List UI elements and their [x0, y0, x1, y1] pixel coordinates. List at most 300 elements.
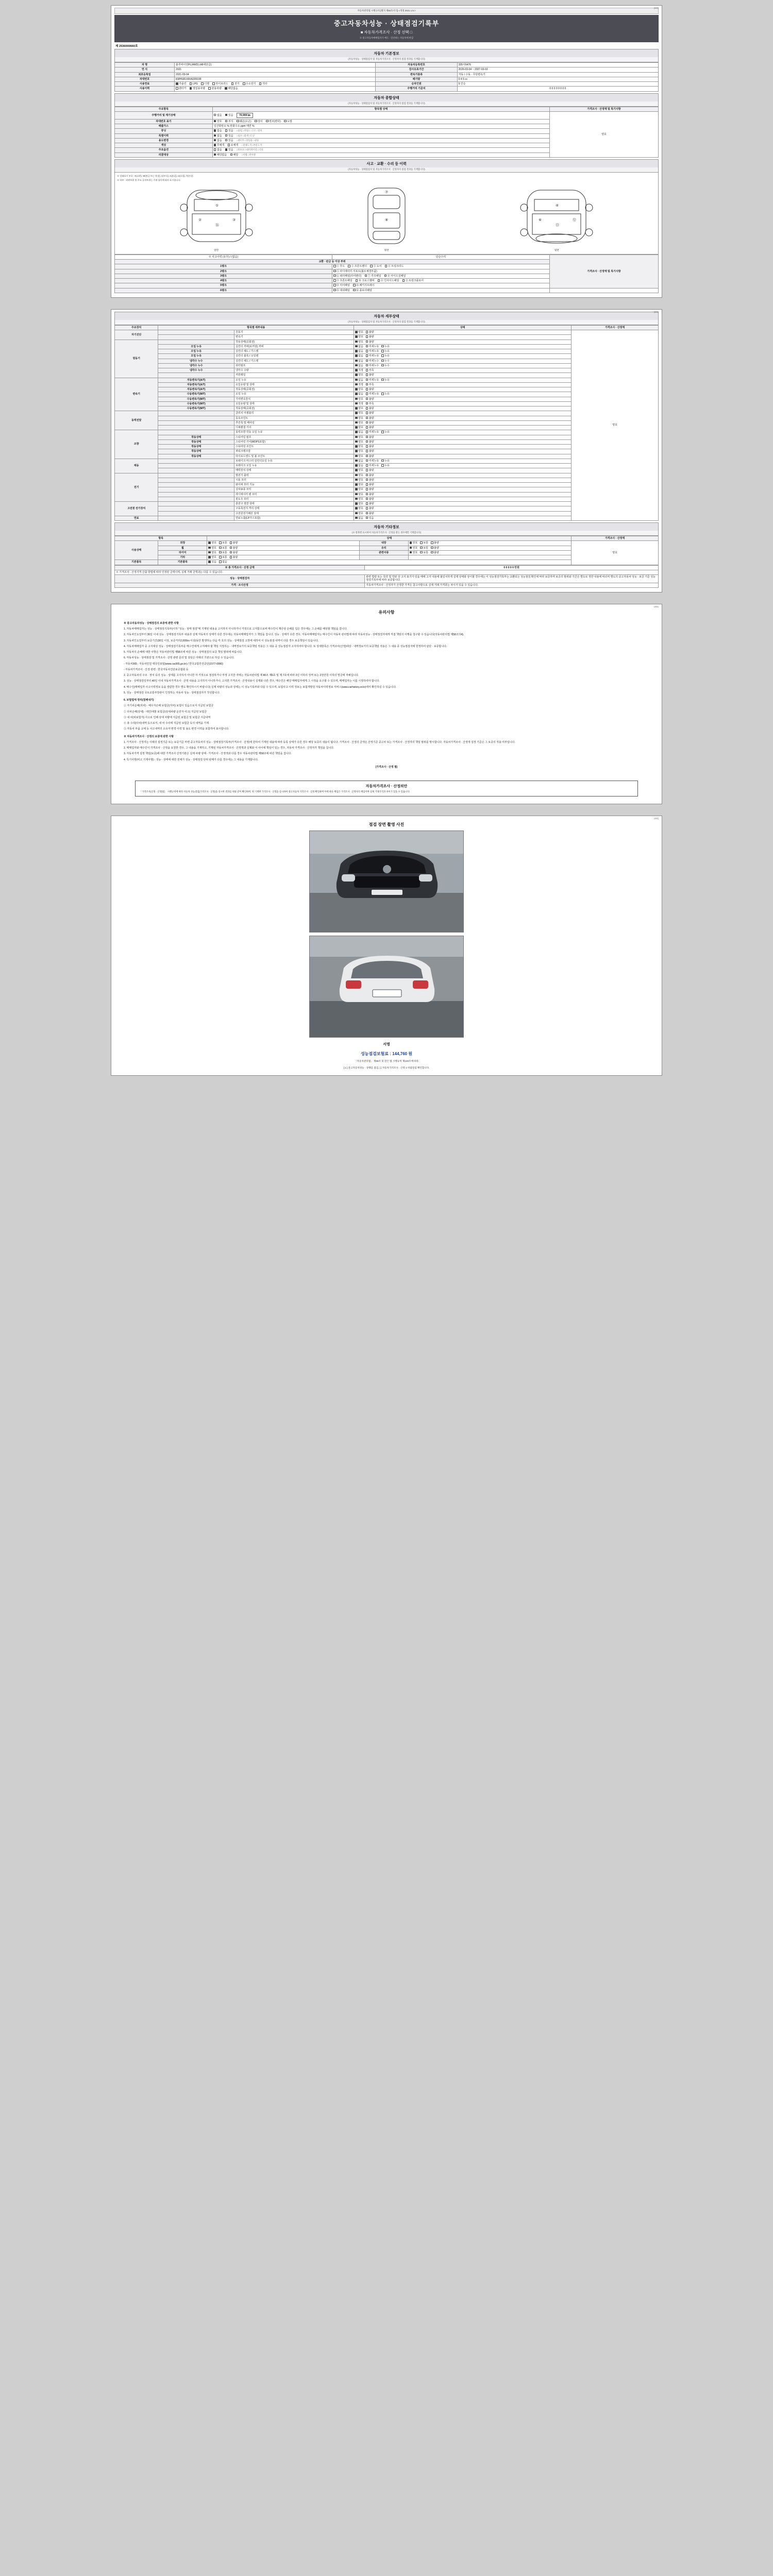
svg-text:⑦: ⑦: [384, 190, 389, 194]
basic-label: 연 식: [115, 67, 175, 72]
detail-option[interactable]: 불량: [366, 331, 374, 334]
etc-option[interactable]: 보통: [219, 551, 227, 554]
detail-option[interactable]: 누유: [381, 464, 390, 467]
opt-yes[interactable]: 있음: [225, 114, 233, 117]
detail-option[interactable]: 미세누유: [366, 460, 379, 463]
section-etc-title: 자동차 기타정보: [114, 522, 659, 531]
opt-none[interactable]: 없음: [214, 134, 222, 138]
detail-option[interactable]: 불량: [366, 374, 374, 377]
option-hybrid[interactable]: 하이브리드: [212, 82, 228, 86]
detail-option[interactable]: 양호: [355, 488, 363, 491]
opt-yes[interactable]: 있음: [225, 134, 233, 138]
rank-items: [332, 274, 550, 278]
fuel-options: [175, 82, 376, 87]
detail-item-options: [354, 449, 572, 454]
rank-items: [332, 269, 550, 274]
sheet-4: [111, 816, 662, 1076]
rank-items: [332, 283, 550, 288]
detail-option[interactable]: 불량: [366, 512, 374, 515]
opt-modified[interactable]: 변조(변타): [266, 120, 281, 123]
basic-label: 차대번호: [115, 77, 175, 81]
detail-option[interactable]: 불량: [366, 436, 374, 439]
etc-option[interactable]: 불량: [230, 551, 238, 554]
frame-item[interactable]: ⑤ 라디에이터 서포트(볼트체결부품): [333, 270, 377, 273]
detail-option[interactable]: 누유: [381, 354, 390, 358]
opt-damage[interactable]: 훼손(오손): [237, 120, 251, 123]
detail-option[interactable]: 없음: [355, 517, 363, 520]
detail-option[interactable]: 불량: [366, 388, 374, 391]
detail-option[interactable]: 양호: [355, 483, 363, 486]
notice-paragraph: ② 타차손해(상대) · 대인/대물 보험금(상대차량 운전자 사고) 지급된 보험금: [124, 710, 207, 714]
table-row: [115, 583, 659, 587]
detail-option[interactable]: 불량: [366, 479, 374, 482]
car-top-svg: [356, 185, 417, 247]
etc-option[interactable]: 보통: [420, 547, 428, 550]
option-etc[interactable]: 기타: [259, 82, 267, 86]
detail-option[interactable]: 누수: [381, 364, 390, 367]
detail-option[interactable]: 누유: [381, 379, 390, 382]
col-main-device: 주요장치: [115, 325, 158, 330]
etc-item-label: 타이어: [158, 550, 207, 555]
detail-option[interactable]: 양호: [355, 474, 363, 477]
detail-option[interactable]: 없음: [355, 364, 363, 367]
notice-heading: 6. 보험법에 정리(침해내기): [124, 699, 154, 702]
option-gasoline[interactable]: 가솔린: [176, 82, 187, 86]
frame-item[interactable]: ⑯ 플로어패널: [353, 289, 372, 292]
detail-subgroup-label: 수동변속기(M/T): [158, 392, 234, 397]
detail-item-options: [354, 354, 572, 359]
opt-none[interactable]: 없음: [214, 129, 222, 132]
detail-subgroup-label: 냉각수 누수: [158, 359, 234, 363]
table-row: [115, 87, 659, 91]
etc-option[interactable]: 불량: [431, 541, 439, 545]
detail-option[interactable]: 미세누유: [366, 431, 379, 434]
table-row: [115, 255, 659, 259]
form-legal-header: 자동차관리법 시행규칙 [별지 제82호서식] <개정 2021.1.5.>: [114, 8, 659, 14]
option-none[interactable]: 해당없음: [225, 87, 238, 90]
detail-subgroup-label: [158, 426, 234, 430]
option-electric[interactable]: 전기: [231, 82, 240, 86]
frame-item[interactable]: ⑬ 리어패널: [333, 284, 350, 287]
detail-option[interactable]: 적정: [355, 402, 363, 405]
passenger-value: 5 인승: [457, 82, 658, 87]
detail-option[interactable]: 양호: [355, 479, 363, 482]
detail-subgroup-label: [158, 478, 234, 482]
section-basic-title: 자동차 기본정보: [114, 49, 659, 57]
detail-option[interactable]: 없음: [355, 460, 363, 463]
detail-option[interactable]: 없음: [355, 350, 363, 353]
opt-applicable[interactable]: 해당: [230, 154, 239, 157]
fuel-label: 사용연료: [115, 82, 175, 87]
svg-text:②: ②: [198, 218, 201, 222]
detail-option[interactable]: 미세누유: [366, 464, 379, 467]
etc-option[interactable]: 불량: [230, 547, 238, 550]
rank-items: [332, 279, 550, 283]
detail-item-label: 윈도우 모터: [234, 497, 354, 501]
etc-option[interactable]: 불량: [230, 556, 238, 559]
detail-item-label: 오일유량 및 상태: [234, 401, 354, 406]
mileage-standard-label: 주행거리 기준치: [376, 87, 457, 91]
detail-option[interactable]: 누유: [381, 460, 390, 463]
opt-na[interactable]: 해당없음: [214, 154, 227, 157]
passenger-label: 승차인원: [376, 82, 457, 87]
opt-erased[interactable]: 도말: [284, 120, 292, 123]
etc-option[interactable]: 보통: [219, 556, 227, 559]
detail-option[interactable]: 불량: [366, 412, 374, 415]
detail-option[interactable]: 불량: [366, 407, 374, 410]
etc-option[interactable]: 보통: [219, 541, 227, 545]
option-hydrogen[interactable]: 수소전기: [243, 82, 256, 86]
section-basic-subtitle: (자동차성능 · 상태점검자 및 자동차가격조사 · 산정자의 점검 결과를 기재합니다): [114, 57, 659, 62]
etc-item-label-2: 유리: [359, 546, 408, 550]
overall-state-table: [114, 107, 659, 158]
frame-item[interactable]: ⑫ 트렁크플로어: [402, 279, 424, 282]
basic-value: 2026-03-04 ~ 2027-03-03: [457, 67, 658, 72]
etc-option[interactable]: 양호: [410, 541, 418, 545]
notice-paragraph: 4. 특기사항(비고 기재사항) : 성능 · 상태에 대한 전체가 성능 · 상태점검 단위 판매가 다를 경우에는 그 내용을 기재합니다.: [124, 758, 258, 761]
notice-title: 유의사항: [378, 609, 395, 615]
notice-paragraph: 5. 자동차의 손해에 대한 사항은 자동차관리법 제58조에 따른 성능 · 상태점검의 보증 책임 범위에 따릅니다.: [124, 651, 243, 654]
notice-paragraph: 2. 매매업자와 매수인이 가격조사 · 산정을 요청한 경우, 그 내용을 기재하고, 기재된 자동차가격조사 · 산정액과 실제와 이 사이에 책임이 있는 경우, 자동차 가격조사 · 산정자가 책임을 집니다.: [124, 747, 334, 750]
detail-subgroup-label: [158, 464, 234, 468]
detail-option[interactable]: 미세누유: [366, 379, 379, 382]
detail-option[interactable]: 불량: [366, 507, 374, 510]
basic-value: KMHS81X8XA209199: [175, 77, 376, 81]
detail-option[interactable]: 양호: [355, 450, 363, 453]
detail-option[interactable]: 양호: [355, 507, 363, 510]
table-row: [115, 63, 659, 67]
detail-option[interactable]: 불량: [366, 445, 374, 448]
row-state-usechange: [212, 138, 549, 143]
row-label-tuning: 튜닝: [115, 129, 213, 133]
detail-option[interactable]: 미세누수: [366, 364, 379, 367]
etc-item-label: 휠: [158, 546, 207, 550]
detail-option[interactable]: 양호: [355, 436, 363, 439]
detail-option[interactable]: 누유: [381, 393, 390, 396]
etc-option[interactable]: 보통: [420, 541, 428, 545]
etc-item-label: 외장: [158, 541, 207, 546]
detail-option[interactable]: 불량: [366, 335, 374, 338]
detail-option[interactable]: 양호: [355, 412, 363, 415]
detail-item-label: 스티어링 펌프: [234, 435, 354, 439]
detail-subgroup-label: [158, 492, 234, 497]
detail-option[interactable]: 불량: [366, 498, 374, 501]
detail-option[interactable]: 양호: [355, 388, 363, 391]
etc-option[interactable]: 양호: [410, 547, 418, 550]
detail-item-options: [354, 430, 572, 435]
notice-heading: ※ 중고자동차성능 · 상태점검의 보증에 관한 사항: [124, 621, 179, 625]
detail-option[interactable]: 불량: [366, 502, 374, 505]
detail-option[interactable]: 불량: [366, 417, 374, 420]
opt-good[interactable]: 양호: [214, 120, 222, 123]
color-extra: □전체도색 □부분도색: [241, 144, 262, 146]
detail-option[interactable]: 불량: [366, 440, 374, 444]
detail-item-options: [354, 335, 572, 340]
etc-option[interactable]: 있음: [208, 561, 216, 564]
opt-chromatic[interactable]: 유채색: [228, 144, 239, 147]
detail-option[interactable]: 부족: [366, 402, 374, 405]
detail-option[interactable]: 양호: [355, 469, 363, 472]
detail-option[interactable]: 불량: [366, 488, 374, 491]
detail-item-options: [354, 401, 572, 406]
detail-option[interactable]: 불량: [366, 469, 374, 472]
usechange-extra: □렌터카 □영업용 □관용: [237, 139, 259, 142]
frame-item[interactable]: ⑧ 사이드실패널: [384, 275, 406, 278]
detail-option[interactable]: 양호: [355, 426, 363, 429]
etc-option[interactable]: 양호: [208, 556, 216, 559]
detail-subgroup-label: 오일 누유: [158, 354, 234, 359]
diagram-legend-1: ※ 상태표시 부호 : X(교환), W(판금 또는 용접), C(부식), A(흠집), U(요철), T(손상): [117, 174, 193, 177]
detail-option[interactable]: 부족: [366, 369, 374, 372]
etc-option[interactable]: 양호: [208, 551, 216, 554]
accident-price-value: [550, 288, 659, 293]
row-label-recall: 리콜대상: [115, 152, 213, 157]
photo-section-title: 점검 장면 촬영 사진: [368, 822, 405, 827]
row-label-mileage: 주행거리 및 계기상태: [115, 111, 213, 119]
option-commercial[interactable]: 영업용차량: [190, 87, 205, 90]
detail-option[interactable]: 불량: [366, 426, 374, 429]
detail-state-table: [114, 325, 659, 521]
detail-subgroup-label: 오일 누유: [158, 344, 234, 349]
frame-item[interactable]: ④ 트렁크리드: [385, 265, 404, 268]
option-diesel[interactable]: 디젤: [201, 82, 209, 86]
etc-group-label: 사용상태: [115, 541, 158, 560]
frame-item[interactable]: ③ 도어: [370, 265, 381, 268]
detail-subgroup-label: [158, 335, 234, 340]
detail-option[interactable]: 양호: [355, 493, 363, 496]
opt-yes[interactable]: 있음: [225, 139, 233, 142]
car-view-label: 앞면: [214, 248, 219, 251]
basic-value: 2021: [175, 67, 376, 72]
detail-subgroup-label: 작동상태: [158, 435, 234, 439]
frame-item[interactable]: ⑭ 패키지트레이: [353, 284, 374, 287]
rank-label: 5랭크: [115, 283, 332, 288]
row-state-recall: [212, 152, 549, 157]
frame-item[interactable]: ⑮ 대쉬패널: [333, 289, 350, 292]
notice-paragraph: 5. 성능 · 상태점검 국토교통부장관이 인정하는 자동차 성능 · 상태점검자가 작성합니다.: [124, 691, 221, 694]
price-guarantee-text: 「가격조사(산정 · 산정)법」 시행규칙에 따라 자동차 성능점검(가격조사 · 산정)을 실시한 결과를 위와 같이 확인하며, 위 기재한 가격조사 · 산정을 실시하여 중고자동차 가격조사 · 산정 확인하며 이에 따른 책임은 가격조사 · 산정자의 책임이며 실제 거래가격과 차이가 있을 수 있습니다.: [140, 790, 410, 793]
opt-yes[interactable]: 있음: [225, 129, 233, 132]
etc-option[interactable]: 불량: [431, 551, 439, 554]
detail-subgroup-label: [158, 416, 234, 420]
guarantee-label-1: 성능 · 상태점검자: [115, 575, 365, 583]
row-state-options: [212, 148, 549, 152]
detail-group-label: 전기: [115, 473, 158, 502]
detail-item-label: 실린더 커버(로커암) 커버: [234, 344, 354, 349]
rank-items: [332, 264, 550, 269]
car-view-label: 뒷면: [554, 248, 559, 251]
option-government[interactable]: 관용차량: [208, 87, 221, 90]
opt-different[interactable]: 상이: [255, 120, 263, 123]
table-row: [115, 111, 659, 119]
detail-item-label: 배력장치 상태: [234, 468, 354, 473]
detail-item-options: [354, 373, 572, 378]
detail-subgroup-label: [158, 330, 234, 335]
etc-option[interactable]: 불량: [431, 547, 439, 550]
car-view-front: [157, 185, 276, 252]
etc-option[interactable]: 양호: [208, 541, 216, 545]
detail-option[interactable]: 미세누유: [366, 350, 379, 353]
detail-item-label: 워터펌프: [234, 363, 354, 368]
etc-table: [114, 536, 659, 565]
detail-option[interactable]: 불량: [366, 455, 374, 458]
row-state-vin: [212, 119, 549, 124]
row-state-emission: 일산화탄소 % 탄화수소 ppm 매연 %: [212, 124, 549, 129]
frame-item[interactable]: ⑦ 루프패널: [365, 275, 381, 278]
section-overall-subtitle: (자동차성능 · 상태점검자 및 자동차가격조사 · 산정자의 점검 결과를 기재합니다): [114, 101, 659, 107]
row-label-options: 주요옵션: [115, 148, 213, 152]
photo-rear: [309, 936, 464, 1038]
detail-option[interactable]: 부족: [366, 383, 374, 386]
detail-option[interactable]: 양호: [355, 407, 363, 410]
detail-option[interactable]: 미세누수: [366, 360, 379, 363]
detail-option[interactable]: 누유: [381, 350, 390, 353]
detail-option[interactable]: 적정: [355, 383, 363, 386]
detail-option[interactable]: 양호: [355, 440, 363, 444]
price-guarantee-box: [135, 781, 638, 796]
detail-option[interactable]: 없음: [355, 360, 363, 363]
detail-item-label: 구동축전지 격리 상태: [234, 506, 354, 511]
detail-option[interactable]: 양호: [355, 445, 363, 448]
frame-item[interactable]: ② 프론트펜더: [348, 265, 367, 268]
detail-option[interactable]: 양호: [355, 331, 363, 334]
detail-item-label: 냉각수 수량: [234, 368, 354, 373]
car-rear-svg: [497, 185, 616, 247]
detail-item-options: [354, 392, 572, 397]
detail-option[interactable]: 양호: [355, 512, 363, 515]
frame-item[interactable]: ⑨ 프론트패널: [333, 279, 352, 282]
table-row: [115, 67, 659, 72]
detail-option[interactable]: 누유: [381, 345, 390, 348]
detail-option[interactable]: 양호: [355, 374, 363, 377]
detail-item-options: [354, 506, 572, 511]
detail-option[interactable]: 양호: [355, 341, 363, 344]
detail-option[interactable]: 누유: [381, 431, 390, 434]
etc-option[interactable]: 불량: [230, 541, 238, 545]
fee-label: 성능점검보험료 :: [360, 1052, 393, 1056]
detail-option[interactable]: 없음: [355, 393, 363, 396]
detail-option[interactable]: 불량: [366, 421, 374, 425]
frame-item[interactable]: ① 후드: [333, 265, 345, 268]
col-detail-item: 항목별 세부내용: [158, 325, 354, 330]
frame-item[interactable]: ⑥ 쿼터패널(리어펜더): [333, 275, 361, 278]
detail-option[interactable]: 있음: [366, 517, 374, 520]
table-row: [115, 77, 659, 81]
svg-text:⑬: ⑬: [556, 223, 560, 227]
etc-option[interactable]: 보통: [420, 551, 428, 554]
detail-option[interactable]: 양호: [355, 421, 363, 425]
etc-item-options-2: [408, 546, 572, 550]
detail-option[interactable]: 불량: [366, 450, 374, 453]
detail-option[interactable]: 없음: [355, 431, 363, 434]
detail-option[interactable]: 없음: [355, 354, 363, 358]
etc-option[interactable]: 양호: [208, 547, 216, 550]
etc-option[interactable]: 양호: [410, 551, 418, 554]
detail-option[interactable]: 불량: [366, 474, 374, 477]
etc-item-label-2: 관련서류: [359, 550, 408, 555]
detail-option[interactable]: 양호: [355, 498, 363, 501]
row-label-usechange: 용도변경: [115, 138, 213, 143]
detail-option[interactable]: 양호: [355, 417, 363, 420]
col-price: 가격조사 · 산정액: [572, 325, 659, 330]
car-view-label: 윗면: [384, 248, 389, 251]
detail-item-label: 라디에이터 팬 모터: [234, 492, 354, 497]
detail-option[interactable]: 미세누유: [366, 345, 379, 348]
footer-statement-2: [ 1 ] 중고자동차성능 · 상태를 점검, [ ] 자동차가격조사 · 산정 1 바랍점검 확인합니다.: [343, 1066, 430, 1069]
detail-option[interactable]: 누수: [381, 360, 390, 363]
etc-option[interactable]: 없음: [219, 561, 227, 564]
detail-option[interactable]: 적정: [355, 369, 363, 372]
detail-option[interactable]: 양호: [355, 398, 363, 401]
detail-option[interactable]: 없음: [355, 464, 363, 467]
etc-option[interactable]: 보통: [219, 547, 227, 550]
detail-item-options: [354, 459, 572, 463]
accident-summary-table: [114, 255, 659, 293]
detail-subgroup-label: [158, 516, 234, 520]
opt-achromatic[interactable]: 무채색: [214, 144, 225, 147]
page-tag-2: (2/4): [653, 310, 659, 313]
detail-item-options: [354, 511, 572, 516]
guarantee-text-2: 자동차가격조사 · 산정자가 산정한 가격은 참고사항으로 실제 거래 가격과는 차이가 있을 수 있습니다.: [365, 583, 659, 587]
detail-item-options: [354, 492, 572, 497]
detail-option[interactable]: 양호: [355, 502, 363, 505]
option-rentcar[interactable]: 렌터카: [176, 87, 187, 90]
notice-paragraph: ⑤ 자동차 부품 교체 등 사고내역의 소유자 변경 이력 및 용도 변경 이력을 포함하여 표시합니다.: [124, 727, 229, 731]
etc-item-label-2: [359, 555, 408, 560]
frame-item[interactable]: ⑪ 인사이드패널: [378, 279, 399, 282]
row-state-tuning: [212, 129, 549, 133]
total-label: ※ 총 가격조사 · 산정 금액: [115, 565, 365, 570]
document-title-band: [114, 15, 659, 42]
detail-option[interactable]: 불량: [366, 398, 374, 401]
opt-none[interactable]: 없음: [214, 139, 222, 142]
detail-subgroup-label: [158, 373, 234, 378]
notice-paragraph: 2. 자동차인도일부터 30일 이내 성능 · 상태점검기록부 내용과 실제 자동차의 상태가 다른 경우에는 자동차매매업자가 그 책임을 집니다. 성능 · 상태가 다른 경우, 자동차매매업자는 매수인이 자동차 관리법에 따라 자동차성능 · 상태점검자에게 직접 책임의 이행을 청구할 수 있습니다(자동차관리법 제58조의4).: [124, 633, 464, 637]
footer-statement-1: 「자동차관리법」 제58조 및 같은 법 시행규칙 제120조에 따라: [354, 1060, 419, 1062]
detail-option[interactable]: 없음: [355, 345, 363, 348]
detail-item-options: [354, 382, 572, 387]
opt-none[interactable]: 없음: [214, 114, 222, 117]
detail-table-body: [115, 330, 659, 521]
detail-item-label: 오일유량 및 상태: [234, 382, 354, 387]
notice-paragraph: - 자동차365 : 자동차민원 대국민포털(www.car365.go.kr) / 한국교통안전공단(1577-0990): [124, 662, 223, 666]
row-label-color: 색상: [115, 143, 213, 148]
page-tag-3: (3/4): [653, 605, 659, 608]
frame-item[interactable]: ⑩ 크로스멤버: [356, 279, 375, 282]
option-lpg[interactable]: LPG: [190, 82, 198, 86]
detail-option[interactable]: 불량: [366, 493, 374, 496]
detail-item-options: [354, 397, 572, 401]
detail-option[interactable]: 없음: [355, 379, 363, 382]
car-view-top: [356, 185, 417, 252]
detail-option[interactable]: 양호: [355, 335, 363, 338]
detail-option[interactable]: 불량: [366, 341, 374, 344]
detail-option[interactable]: 미세누유: [366, 393, 379, 396]
opt-none[interactable]: 없음: [214, 148, 222, 151]
detail-option[interactable]: 불량: [366, 483, 374, 486]
notice-paragraph: ④ 총 수리(타차)내역 등으로서, 내 차 수리에 지급된 보험금 등의 내역을 기재: [124, 722, 209, 725]
detail-subgroup-label: [158, 502, 234, 506]
detail-subgroup-label: [158, 430, 234, 435]
detail-item-label: 오일 누유: [234, 378, 354, 382]
detail-item-label: 실린더 헤드 / 가스켓: [234, 349, 354, 354]
detail-option[interactable]: 양호: [355, 455, 363, 458]
opt-yes[interactable]: 있음: [225, 148, 233, 151]
opt-corrosion[interactable]: 부식: [225, 120, 233, 123]
mileage-standard-value: 0 0 0 0 0 0 0 0: [457, 87, 658, 91]
etc-item-options: [207, 555, 359, 560]
detail-option[interactable]: 미세누유: [366, 354, 379, 358]
